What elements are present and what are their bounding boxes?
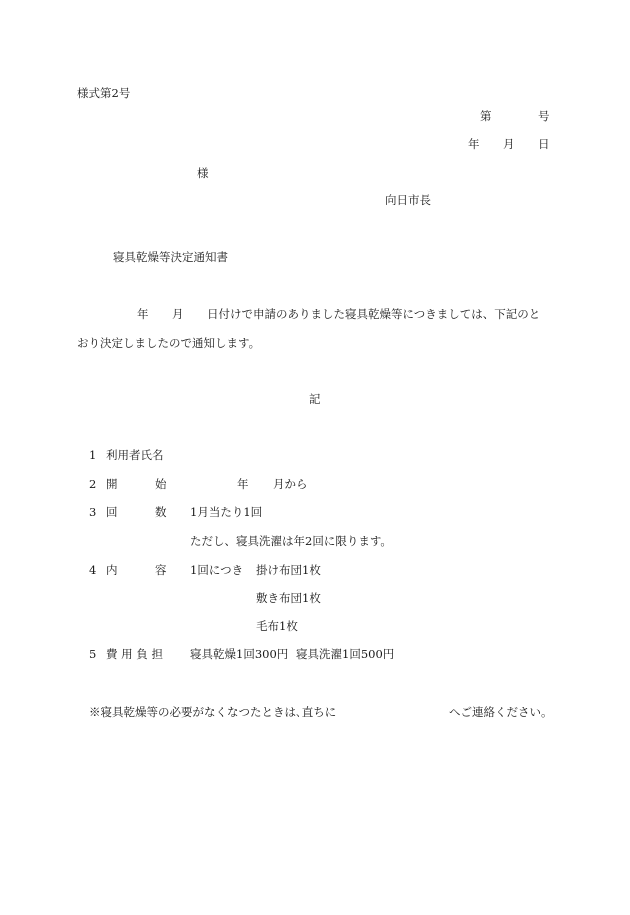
item4-content-2: 敷き布団1枚 (256, 591, 321, 605)
body-line1: 日付けで申請のありました寝具乾燥等につきましては、下記のと (207, 307, 541, 321)
date-year: 年 (468, 137, 480, 151)
body-year: 年 (137, 307, 149, 321)
item3-note: ただし、寝具洗濯は年2回に限ります。 (190, 534, 392, 548)
item3-label-a: 回 (106, 505, 118, 519)
sender: 向日市長 (385, 193, 431, 207)
item1-label: 利用者氏名 (106, 448, 164, 462)
item5-label: 費 用 負 担 (106, 647, 163, 661)
form-number: 様式第2号 (77, 86, 131, 100)
item4-label-a: 内 (106, 563, 118, 577)
addressee: 様 (197, 166, 209, 180)
body-month: 月 (172, 307, 184, 321)
item4-content-3: 毛布1枚 (256, 619, 298, 633)
item3-value: 1月当たり1回 (190, 505, 263, 519)
ki-heading: 記 (309, 392, 321, 406)
item2-label-b: 始 (155, 477, 167, 491)
item2-year: 年 (237, 477, 249, 491)
item2-number: 2 (89, 477, 97, 491)
item1-number: 1 (89, 448, 97, 462)
doc-number-dai: 第 (480, 109, 492, 123)
item5-value-2: 寝具洗濯1回500円 (296, 647, 395, 661)
item5-number: 5 (89, 647, 97, 661)
item3-label-b: 数 (155, 505, 167, 519)
item4-content-1: 掛け布団1枚 (256, 563, 321, 577)
document-title: 寝具乾燥等決定通知書 (113, 250, 228, 264)
item4-per: 1回につき (190, 563, 244, 577)
item5-value-1: 寝具乾燥1回300円 (190, 647, 289, 661)
item3-number: 3 (89, 505, 97, 519)
notice-part-a: ※寝具乾燥等の必要がなくなつたときは､直ちに (89, 705, 337, 719)
date-day: 日 (538, 137, 550, 151)
item4-number: 4 (89, 563, 97, 577)
item2-month-from: 月から (273, 477, 308, 491)
notice-part-b: へご連絡ください。 (449, 705, 553, 719)
body-line2: おり決定しましたので通知します。 (77, 336, 261, 350)
item2-label-a: 開 (106, 477, 118, 491)
date-month: 月 (503, 137, 515, 151)
doc-number-go: 号 (538, 109, 550, 123)
item4-label-b: 容 (155, 563, 167, 577)
